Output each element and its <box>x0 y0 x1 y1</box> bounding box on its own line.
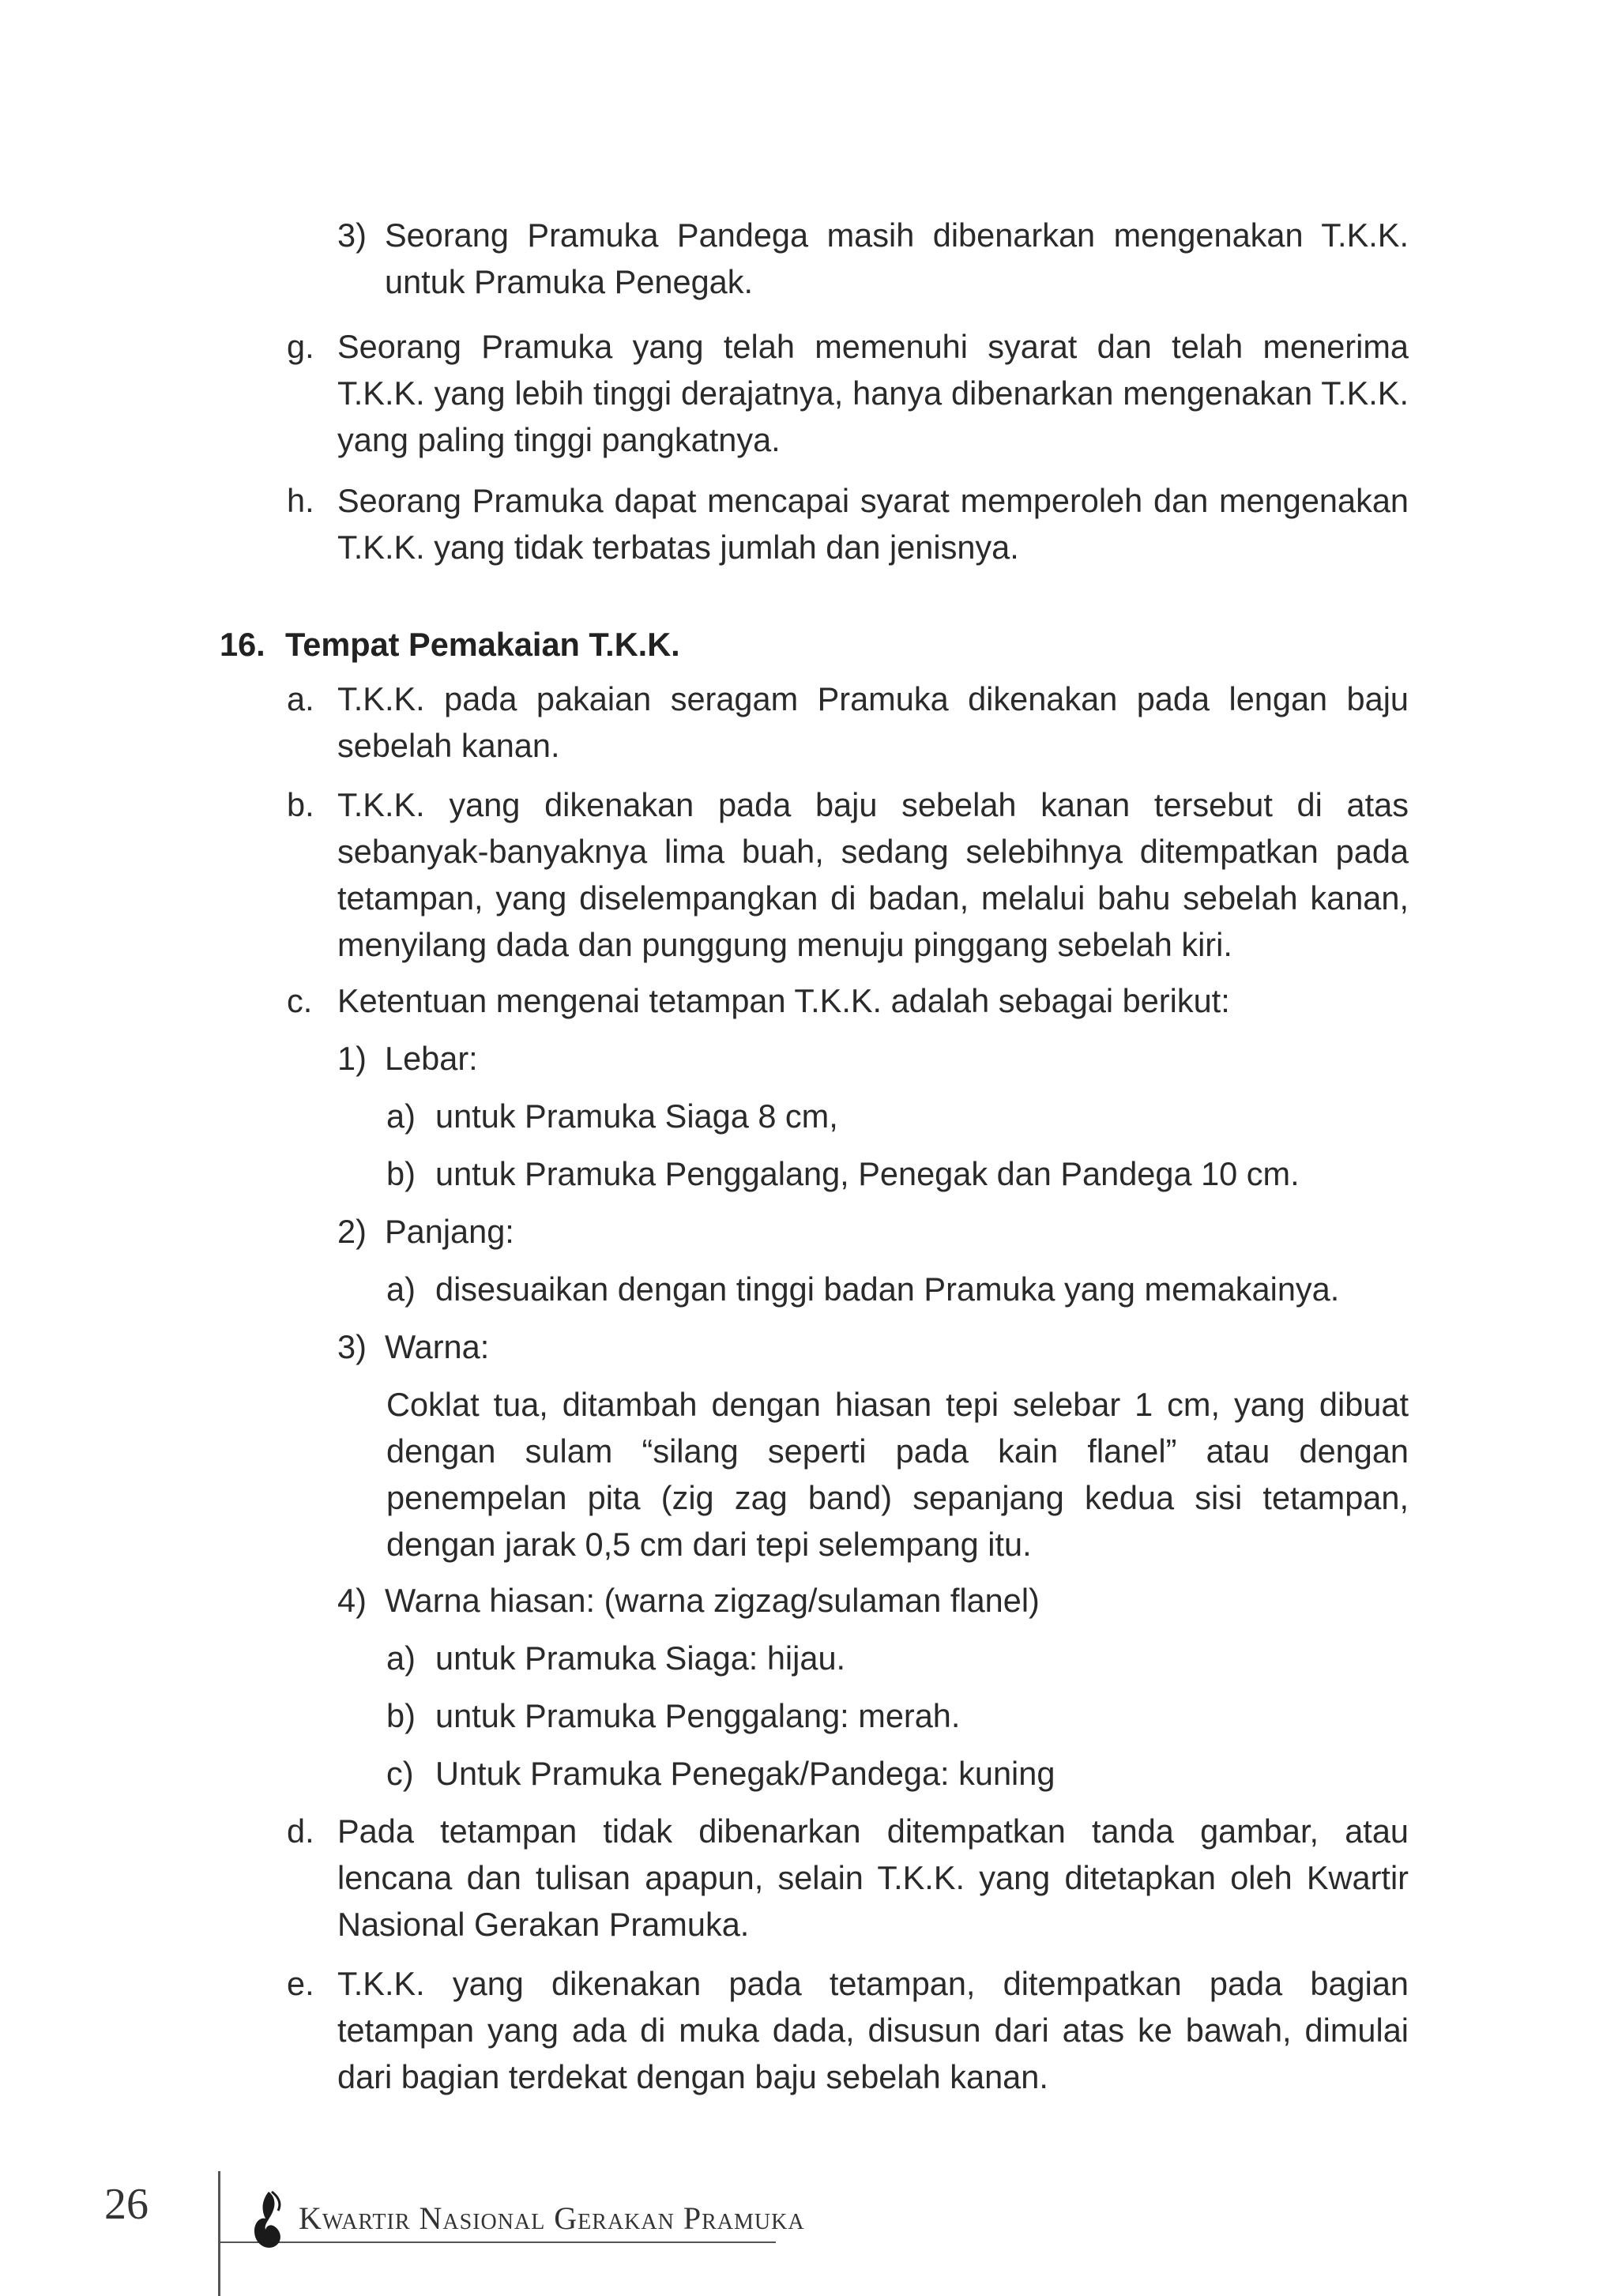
list-text: Warna: <box>385 1328 490 1365</box>
list-marker: 3) <box>337 1328 367 1365</box>
list-text: untuk Pramuka Siaga: hijau. <box>435 1639 846 1677</box>
footer-divider-vertical <box>218 2171 220 2296</box>
list-text: untuk Pramuka Penggalang, Penegak dan Pandega 10 cm. <box>435 1155 1300 1192</box>
list-marker: d. <box>287 1812 314 1850</box>
list-text: Seorang Pramuka dapat mencapai syarat memperoleh dan mengenakan T.K.K. yang tidak terbatas jumlah dan jenisnya. <box>337 482 1409 566</box>
list-marker: a. <box>287 680 314 717</box>
list-text: untuk Pramuka Siaga 8 cm, <box>435 1097 838 1135</box>
list-text: disesuaikan dengan tinggi badan Pramuka yang memakainya. <box>435 1270 1340 1308</box>
list-item-c <box>287 977 1409 1024</box>
list-marker: b) <box>386 1155 416 1192</box>
list-marker: 2) <box>337 1213 367 1250</box>
subsublist-item-c <box>386 1750 1409 1797</box>
section-title: Tempat Pemakaian T.K.K. <box>285 626 680 663</box>
list-marker: e. <box>287 1965 314 2002</box>
subsublist-item-a <box>386 1093 1409 1139</box>
list-item-d <box>287 1808 1409 1948</box>
publisher-name <box>299 2200 805 2237</box>
sublist-item-4 <box>337 1577 1409 1624</box>
list-marker: 3) <box>337 216 367 254</box>
list-text: T.K.K. yang dikenakan pada tetampan, ditempatkan pada bagian tetampan yang ada di muka dada, disusun dari atas ke bawah, dimulai dari bagian terdekat dengan baju sebelah kanan. <box>337 1965 1409 2095</box>
list-marker: 4) <box>337 1582 367 1619</box>
sublist-item-1 <box>337 1035 1409 1082</box>
list-marker: b) <box>386 1697 416 1734</box>
list-marker: a) <box>386 1097 416 1135</box>
list-text: Untuk Pramuka Penegak/Pandega: kuning <box>435 1755 1055 1792</box>
list-marker: b. <box>287 786 314 823</box>
list-text: Seorang Pramuka yang telah memenuhi syarat dan telah menerima T.K.K. yang lebih tinggi derajatnya, hanya dibenarkan mengenakan T.K.K. yang paling tinggi pangkatnya. <box>337 328 1409 458</box>
subsublist-item-b <box>386 1150 1409 1197</box>
tunas-kelapa-logo-icon <box>245 2189 292 2253</box>
section-number: 16. <box>220 626 265 663</box>
list-text: untuk Pramuka Penggalang: merah. <box>435 1697 961 1734</box>
list-marker: c) <box>386 1755 414 1792</box>
list-text: Pada tetampan tidak dibenarkan ditempatkan tanda gambar, atau lencana dan tulisan apapun, selain T.K.K. yang ditetapkan oleh Kwartir Nasional Gerakan Pramuka. <box>337 1812 1409 1943</box>
warna-description: Coklat tua, ditambah dengan hiasan tepi selebar 1 cm, yang dibuat dengan sulam “silang seperti pada kain flanel” atau dengan penempelan pita (zig zag band) sepanjang kedua sisi tetampan, dengan jarak 0,5 cm dari tepi selempang itu. <box>386 1386 1409 1563</box>
sublist-item-2 <box>337 1208 1409 1255</box>
list-marker: c. <box>287 982 313 1019</box>
footer-divider-horizontal <box>218 2241 776 2243</box>
subsublist-item-a <box>386 1635 1409 1681</box>
list-item-g <box>287 323 1409 463</box>
list-item-e <box>287 1960 1409 2100</box>
page-number: 26 <box>104 2180 149 2229</box>
list-marker: g. <box>287 328 314 365</box>
list-text: Warna hiasan: (warna zigzag/sulaman flanel) <box>385 1582 1040 1619</box>
sublist-item-3 <box>337 1323 1409 1370</box>
list-item-3 <box>337 212 1409 305</box>
list-marker: h. <box>287 482 314 519</box>
list-text: Lebar: <box>385 1040 478 1077</box>
list-text: Panjang: <box>385 1213 514 1250</box>
list-text: T.K.K. yang dikenakan pada baju sebelah kanan tersebut di atas sebanyak-banyaknya lima buah, sedang selebihnya ditempatkan pada tetampan, yang diselempangkan di badan, melalui bahu sebelah kanan, menyilang dada dan punggung menuju pinggang sebelah kiri. <box>337 786 1409 963</box>
list-text: Seorang Pramuka Pandega masih dibenarkan mengenakan T.K.K. untuk Pramuka Penegak. <box>385 216 1409 300</box>
list-text: T.K.K. pada pakaian seragam Pramuka dikenakan pada lengan baju sebelah kanan. <box>337 680 1409 764</box>
list-item-h <box>287 477 1409 570</box>
list-marker: a) <box>386 1270 416 1308</box>
list-marker: 1) <box>337 1040 367 1077</box>
list-marker: a) <box>386 1639 416 1677</box>
subsublist-item-b <box>386 1692 1409 1739</box>
publisher-text: Kwartir Nasional Gerakan Pramuka <box>299 2200 805 2236</box>
list-item-b <box>287 781 1409 968</box>
subsublist-item-a <box>386 1266 1409 1312</box>
list-text: Ketentuan mengenai tetampan T.K.K. adalah sebagai berikut: <box>337 982 1230 1019</box>
list-item-a <box>287 676 1409 769</box>
